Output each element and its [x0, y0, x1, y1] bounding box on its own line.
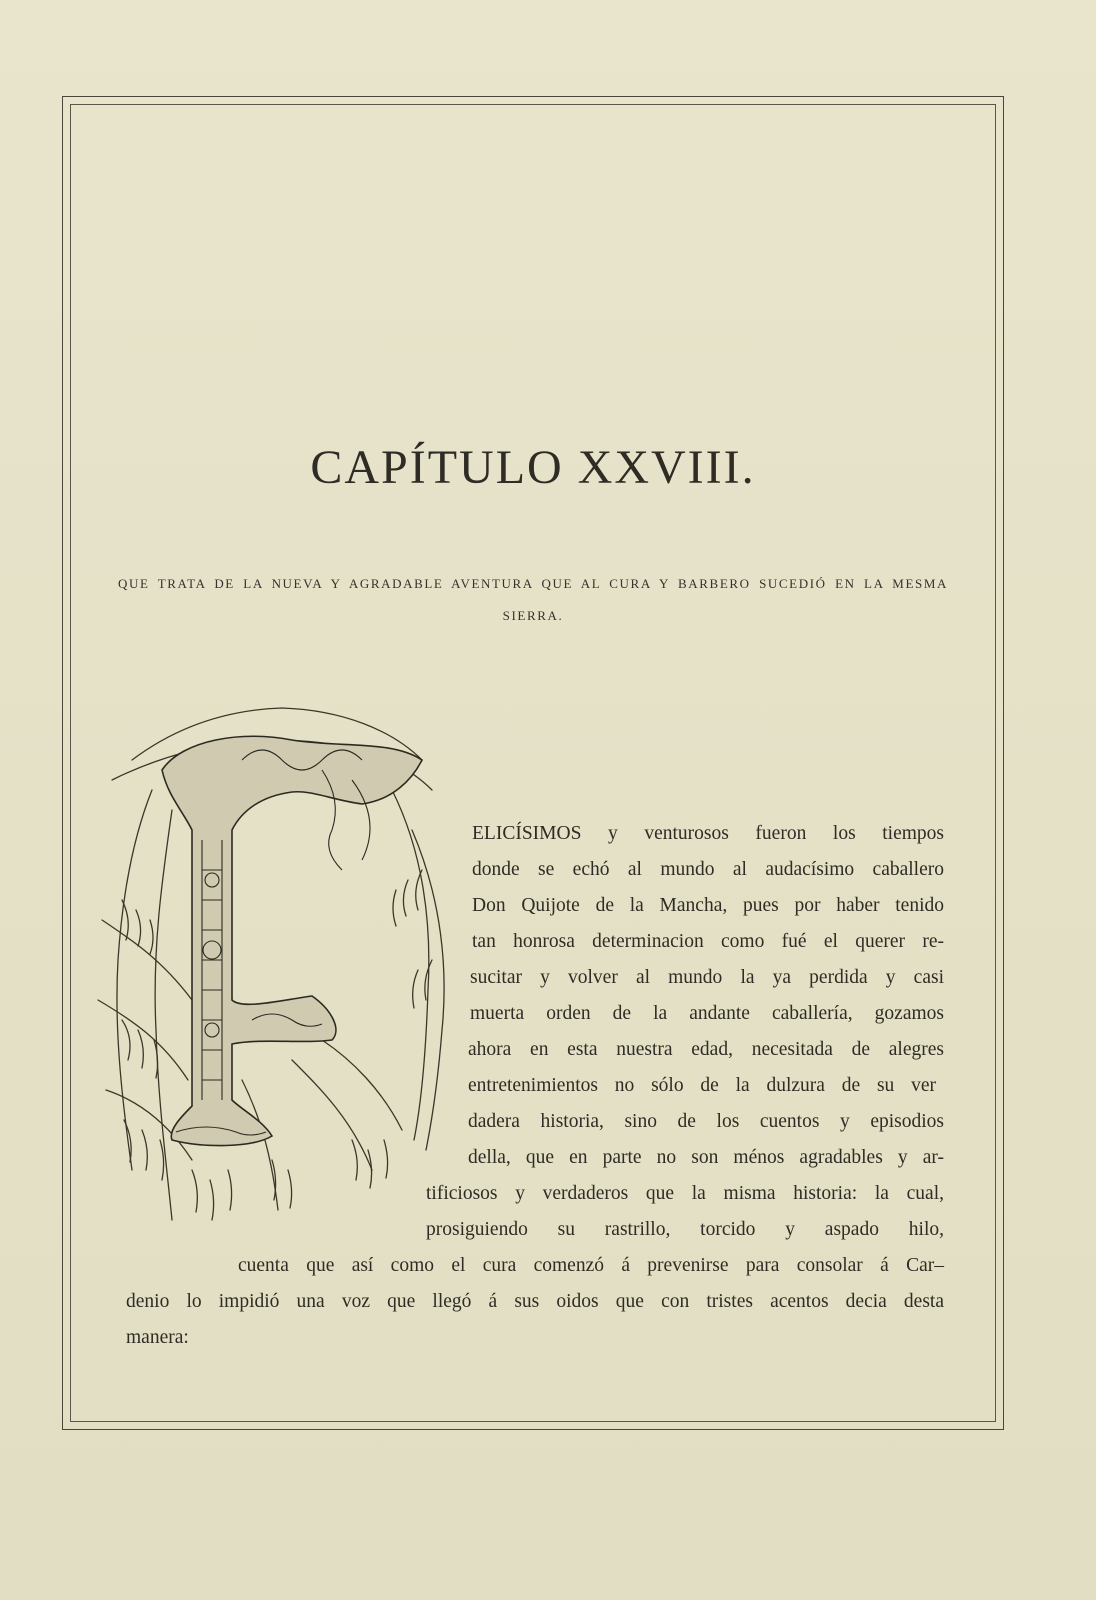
body-line: Don Quijote de la Mancha, pues por haber tenido: [472, 895, 944, 916]
chapter-title: CAPÍTULO XXVIII.: [310, 441, 756, 494]
body-line: donde se echó al mundo al audacísimo caballero: [472, 859, 944, 880]
body-line: tan honrosa determinacion como fué el querer re-: [472, 931, 944, 952]
body-line: ahora en esta nuestra edad, necesitada de alegres: [468, 1039, 944, 1060]
body-line: della, que en parte no son ménos agradables y ar-: [468, 1147, 944, 1168]
body-line: manera:: [126, 1327, 189, 1348]
ornamental-drop-cap-icon: [92, 700, 454, 1260]
body-line: tificiosos y verdaderos que la misma historia: la cual,: [426, 1183, 944, 1204]
body-line: muerta orden de la andante caballería, gozamos: [470, 1003, 944, 1024]
body-line: sucitar y volver al mundo la ya perdida y casi: [470, 967, 944, 988]
body-line: prosiguiendo su rastrillo, torcido y aspado hilo,: [426, 1219, 944, 1240]
chapter-subtitle: QUE TRATA DE LA NUEVA Y AGRADABLE AVENTURA QUE AL CURA Y BARBERO SUCEDIÓ EN LA MESMA SIERRA.: [118, 576, 948, 623]
body-line: entretenimientos no sólo de la dulzura de su ver: [468, 1075, 936, 1096]
body-line: denio lo impidió una voz que llegó á sus oidos que con tristes acentos decia desta: [126, 1291, 944, 1312]
body-line: dadera historia, sino de los cuentos y episodios: [468, 1111, 944, 1132]
body-line: ELICÍSIMOS y venturosos fueron los tiempos: [472, 823, 944, 844]
body-line: cuenta que así como el cura comenzó á prevenirse para consolar á Car–: [238, 1255, 944, 1276]
